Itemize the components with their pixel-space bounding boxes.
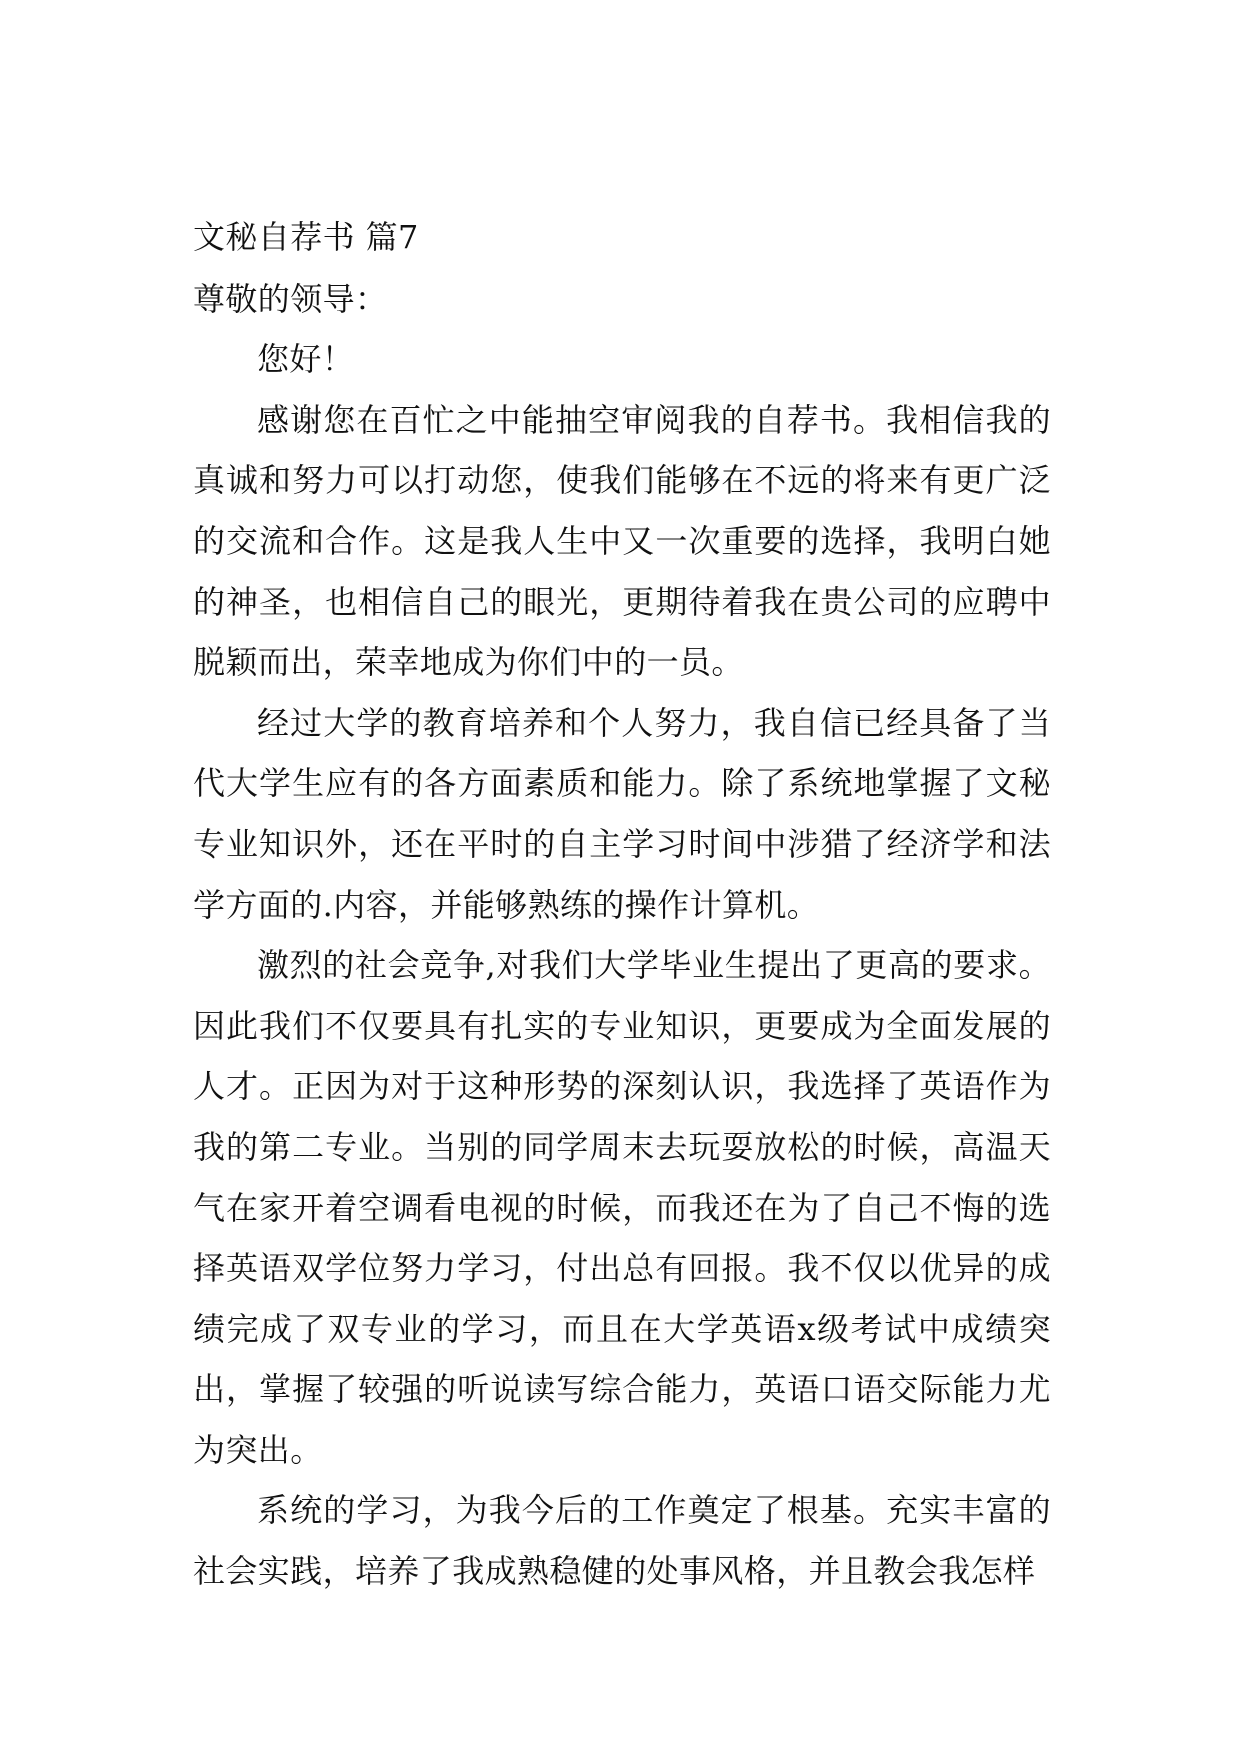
document-body: [193, 208, 1051, 1602]
salutation: 尊敬的领导：: [193, 279, 388, 318]
paragraph-3: 激烈的社会竞争,对我们大学毕业生提出了更高的要求。因此我们不仅要具有扎实的专业知识，更要成为全面发展的人才。正因为对于这种形势的深刻认识，我选择了英语作为我的第二专业。当别的同学周末去玩耍放松的时候，高温天气在家开着空调看电视的时候，而我还在为了自己不悔的选择英语双学位努力学习，付出总有回报。我不仅以优异的成绩完成了双专业的学习，而且在大学英语x级考试中成绩突出，掌握了较强的听说读写综合能力，英语口语交际能力尤为突出。: [193, 946, 1051, 1469]
paragraph-4: 系统的学习，为我今后的工作奠定了根基。充实丰富的社会实践，培养了我成熟稳健的处事风格，并且教会我怎样: [193, 1491, 1051, 1591]
paragraph-1: 感谢您在百忙之中能抽空审阅我的自荐书。我相信我的真诚和努力可以打动您，使我们能够在不远的将来有更广泛的交流和合作。这是我人生中又一次重要的选择，我明白她的神圣，也相信自己的眼光，更期待着我在贵公司的应聘中脱颖而出，荣幸地成为你们中的一员。: [193, 400, 1051, 682]
paragraph-2: 经过大学的教育培养和个人努力，我自信已经具备了当代大学生应有的各方面素质和能力。除了系统地掌握了文秘专业知识外，还在平时的自主学习时间中涉猎了经济学和法学方面的.内容，并能够熟练的操作计算机。: [193, 703, 1051, 924]
greeting: 您好！: [257, 340, 355, 379]
document-title: 文秘自荐书 篇7: [193, 218, 419, 256]
